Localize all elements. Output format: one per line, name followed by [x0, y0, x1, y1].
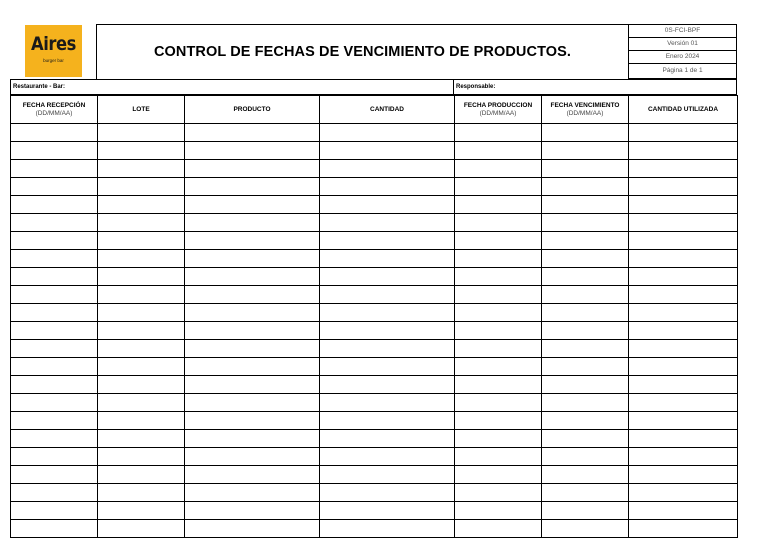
table-cell[interactable]: [98, 376, 185, 394]
table-cell[interactable]: [455, 484, 542, 502]
table-cell[interactable]: [11, 250, 98, 268]
table-cell[interactable]: [98, 394, 185, 412]
table-cell[interactable]: [629, 178, 738, 196]
table-cell[interactable]: [98, 214, 185, 232]
table-cell[interactable]: [629, 196, 738, 214]
table-cell[interactable]: [455, 304, 542, 322]
table-cell[interactable]: [542, 412, 629, 430]
table-cell[interactable]: [320, 268, 455, 286]
table-cell[interactable]: [11, 394, 98, 412]
table-cell[interactable]: [629, 214, 738, 232]
table-cell[interactable]: [629, 376, 738, 394]
doc-version: Versión 01: [628, 37, 737, 51]
table-cell[interactable]: [629, 484, 738, 502]
doc-code: 0S-FCI-BPF: [628, 24, 737, 38]
table-cell[interactable]: [320, 142, 455, 160]
table-row: [11, 232, 738, 250]
table-cell[interactable]: [185, 304, 320, 322]
table-cell[interactable]: [11, 322, 98, 340]
table-cell[interactable]: [542, 268, 629, 286]
table-cell[interactable]: [11, 358, 98, 376]
table-cell[interactable]: [185, 448, 320, 466]
table-cell[interactable]: [455, 214, 542, 232]
table-cell[interactable]: [98, 304, 185, 322]
table-row: [11, 142, 738, 160]
table-row: [11, 358, 738, 376]
table-cell[interactable]: [455, 340, 542, 358]
restaurant-label: Restaurante - Bar:: [13, 84, 66, 90]
logo-text: Aires: [31, 33, 76, 55]
table-cell[interactable]: [320, 466, 455, 484]
table-row: [11, 322, 738, 340]
table-cell[interactable]: [185, 250, 320, 268]
table-cell[interactable]: [11, 520, 98, 538]
table-row: [11, 430, 738, 448]
table-cell[interactable]: [320, 394, 455, 412]
table-cell[interactable]: [629, 412, 738, 430]
table-row: [11, 412, 738, 430]
table-cell[interactable]: [320, 250, 455, 268]
table-cell[interactable]: [542, 340, 629, 358]
table-cell[interactable]: [629, 322, 738, 340]
table-cell[interactable]: [629, 232, 738, 250]
date-format-hint: (DD/MM/AA): [35, 109, 73, 117]
table-cell[interactable]: [11, 448, 98, 466]
expiry-control-table: [10, 95, 738, 538]
table-cell[interactable]: [629, 448, 738, 466]
table-cell[interactable]: [185, 484, 320, 502]
table-row: [11, 304, 738, 322]
table-cell[interactable]: [98, 502, 185, 520]
logo-cell: [10, 24, 97, 80]
table-cell[interactable]: [455, 448, 542, 466]
table-cell[interactable]: [542, 448, 629, 466]
table-cell[interactable]: [185, 142, 320, 160]
table-cell[interactable]: [11, 196, 98, 214]
table-cell[interactable]: [11, 268, 98, 286]
table-cell[interactable]: [629, 502, 738, 520]
table-cell[interactable]: [11, 286, 98, 304]
table-cell[interactable]: [185, 196, 320, 214]
table-cell[interactable]: [542, 304, 629, 322]
table-cell[interactable]: [542, 160, 629, 178]
table-row: [11, 520, 738, 538]
table-cell[interactable]: [98, 268, 185, 286]
aires-logo: [25, 25, 82, 77]
col-cantidad-utilizada: CANTIDAD UTILIZADA: [629, 96, 738, 124]
table-cell[interactable]: [11, 484, 98, 502]
table-cell[interactable]: [185, 232, 320, 250]
table-cell[interactable]: [98, 340, 185, 358]
table-cell[interactable]: [185, 376, 320, 394]
col-fecha-vencimiento: FECHA VENCIMIENTO (DD/MM/AA): [542, 96, 629, 124]
table-cell[interactable]: [185, 520, 320, 538]
table-row: [11, 214, 738, 232]
table-cell[interactable]: [11, 214, 98, 232]
date-format-hint: (DD/MM/AA): [566, 109, 604, 117]
table-cell[interactable]: [185, 358, 320, 376]
table-cell[interactable]: [542, 394, 629, 412]
table-row: [11, 268, 738, 286]
table-cell[interactable]: [11, 466, 98, 484]
responsible-field[interactable]: [453, 79, 737, 95]
table-cell[interactable]: [185, 430, 320, 448]
table-cell[interactable]: [542, 286, 629, 304]
table-row: [11, 178, 738, 196]
table-cell[interactable]: [629, 142, 738, 160]
table-cell[interactable]: [455, 520, 542, 538]
table-cell[interactable]: [455, 412, 542, 430]
table-cell[interactable]: [455, 268, 542, 286]
table-cell[interactable]: [542, 322, 629, 340]
table-cell[interactable]: [185, 160, 320, 178]
table-cell[interactable]: [542, 124, 629, 142]
table-cell[interactable]: [320, 196, 455, 214]
table-cell[interactable]: [542, 250, 629, 268]
table-cell[interactable]: [98, 466, 185, 484]
table-cell[interactable]: [455, 124, 542, 142]
table-row: [11, 124, 738, 142]
col-fecha-recepcion: FECHA RECEPCIÓN (DD/MM/AA): [11, 96, 98, 124]
table-cell[interactable]: [629, 520, 738, 538]
table-cell[interactable]: [542, 484, 629, 502]
table-cell[interactable]: [542, 358, 629, 376]
table-cell[interactable]: [542, 430, 629, 448]
table-cell[interactable]: [455, 322, 542, 340]
table-cell[interactable]: [455, 196, 542, 214]
col-producto: PRODUCTO: [185, 96, 320, 124]
table-cell[interactable]: [98, 142, 185, 160]
table-row: [11, 250, 738, 268]
table-cell[interactable]: [185, 394, 320, 412]
table-cell[interactable]: [455, 232, 542, 250]
table-row: [11, 340, 738, 358]
table-cell[interactable]: [629, 160, 738, 178]
table-row: [11, 376, 738, 394]
table-cell[interactable]: [11, 178, 98, 196]
table-cell[interactable]: [11, 376, 98, 394]
table-cell[interactable]: [11, 142, 98, 160]
table-row: [11, 484, 738, 502]
table-cell[interactable]: [185, 502, 320, 520]
table-cell[interactable]: [320, 124, 455, 142]
table-cell[interactable]: [629, 268, 738, 286]
table-cell[interactable]: [542, 466, 629, 484]
table-cell[interactable]: [542, 376, 629, 394]
table-cell[interactable]: [629, 340, 738, 358]
table-cell[interactable]: [98, 196, 185, 214]
table-cell[interactable]: [455, 358, 542, 376]
table-cell[interactable]: [185, 178, 320, 196]
col-lote: LOTE: [98, 96, 185, 124]
table-cell[interactable]: [542, 520, 629, 538]
table-cell[interactable]: [455, 394, 542, 412]
table-cell[interactable]: [98, 448, 185, 466]
table-cell[interactable]: [320, 430, 455, 448]
table-cell[interactable]: [320, 376, 455, 394]
table-cell[interactable]: [98, 412, 185, 430]
table-cell[interactable]: [98, 484, 185, 502]
table-cell[interactable]: [629, 466, 738, 484]
table-cell[interactable]: [629, 394, 738, 412]
table-row: [11, 394, 738, 412]
table-cell[interactable]: [98, 178, 185, 196]
table-cell[interactable]: [542, 502, 629, 520]
table-cell[interactable]: [629, 430, 738, 448]
document-title: CONTROL DE FECHAS DE VENCIMIENTO DE PRODUCTOS.: [153, 44, 572, 60]
table-cell[interactable]: [98, 358, 185, 376]
table-cell[interactable]: [542, 214, 629, 232]
logo-subtext: burger bar: [43, 58, 64, 63]
table-body: [11, 124, 738, 538]
table-cell[interactable]: [629, 304, 738, 322]
table-cell[interactable]: [320, 178, 455, 196]
table-cell[interactable]: [98, 250, 185, 268]
title-cell: [96, 24, 629, 80]
table-cell[interactable]: [629, 250, 738, 268]
table-cell[interactable]: [320, 214, 455, 232]
table-cell[interactable]: [320, 520, 455, 538]
table-cell[interactable]: [320, 484, 455, 502]
table-cell[interactable]: [320, 412, 455, 430]
table-cell[interactable]: [98, 160, 185, 178]
restaurant-field[interactable]: [10, 79, 454, 95]
table-cell[interactable]: [185, 340, 320, 358]
doc-date: Enero 2024: [628, 50, 737, 64]
table-cell[interactable]: [320, 358, 455, 376]
table-cell[interactable]: [11, 412, 98, 430]
table-cell[interactable]: [185, 322, 320, 340]
table-cell[interactable]: [542, 142, 629, 160]
table-cell[interactable]: [320, 340, 455, 358]
table-row: [11, 448, 738, 466]
table-cell[interactable]: [542, 232, 629, 250]
table-cell[interactable]: [185, 286, 320, 304]
table-cell[interactable]: [185, 214, 320, 232]
table-cell[interactable]: [11, 340, 98, 358]
table-cell[interactable]: [185, 466, 320, 484]
table-cell[interactable]: [11, 124, 98, 142]
table-cell[interactable]: [542, 178, 629, 196]
table-cell[interactable]: [455, 286, 542, 304]
table-cell[interactable]: [98, 124, 185, 142]
table-cell[interactable]: [629, 358, 738, 376]
table-cell[interactable]: [185, 124, 320, 142]
table-cell[interactable]: [455, 502, 542, 520]
table-cell[interactable]: [320, 502, 455, 520]
table-cell[interactable]: [11, 160, 98, 178]
table-row: [11, 286, 738, 304]
table-cell[interactable]: [11, 304, 98, 322]
table-cell[interactable]: [320, 304, 455, 322]
responsible-label: Responsable:: [456, 84, 496, 90]
table-cell[interactable]: [11, 430, 98, 448]
table-cell[interactable]: [455, 178, 542, 196]
table-cell[interactable]: [11, 232, 98, 250]
table-cell[interactable]: [320, 232, 455, 250]
table-cell[interactable]: [98, 286, 185, 304]
table-header-row: [11, 96, 738, 124]
table-cell[interactable]: [185, 268, 320, 286]
table-cell[interactable]: [320, 286, 455, 304]
table-cell[interactable]: [455, 250, 542, 268]
table-cell[interactable]: [455, 142, 542, 160]
table-cell[interactable]: [455, 430, 542, 448]
table-cell[interactable]: [98, 232, 185, 250]
table-row: [11, 160, 738, 178]
col-fecha-produccion: FECHA PRODUCCION (DD/MM/AA): [455, 96, 542, 124]
table-cell[interactable]: [629, 286, 738, 304]
table-cell[interactable]: [98, 322, 185, 340]
table-cell[interactable]: [320, 160, 455, 178]
table-cell[interactable]: [185, 412, 320, 430]
table-cell[interactable]: [455, 466, 542, 484]
table-row: [11, 466, 738, 484]
table-cell[interactable]: [629, 124, 738, 142]
col-cantidad: CANTIDAD: [320, 96, 455, 124]
table-cell[interactable]: [542, 196, 629, 214]
table-row: [11, 502, 738, 520]
table-cell[interactable]: [455, 376, 542, 394]
date-format-hint: (DD/MM/AA): [479, 109, 517, 117]
table-cell[interactable]: [98, 520, 185, 538]
table-row: [11, 196, 738, 214]
table-cell[interactable]: [11, 502, 98, 520]
table-cell[interactable]: [320, 448, 455, 466]
table-cell[interactable]: [455, 160, 542, 178]
table-cell[interactable]: [320, 322, 455, 340]
table-cell[interactable]: [98, 430, 185, 448]
doc-page: Página 1 de 1: [628, 63, 737, 79]
